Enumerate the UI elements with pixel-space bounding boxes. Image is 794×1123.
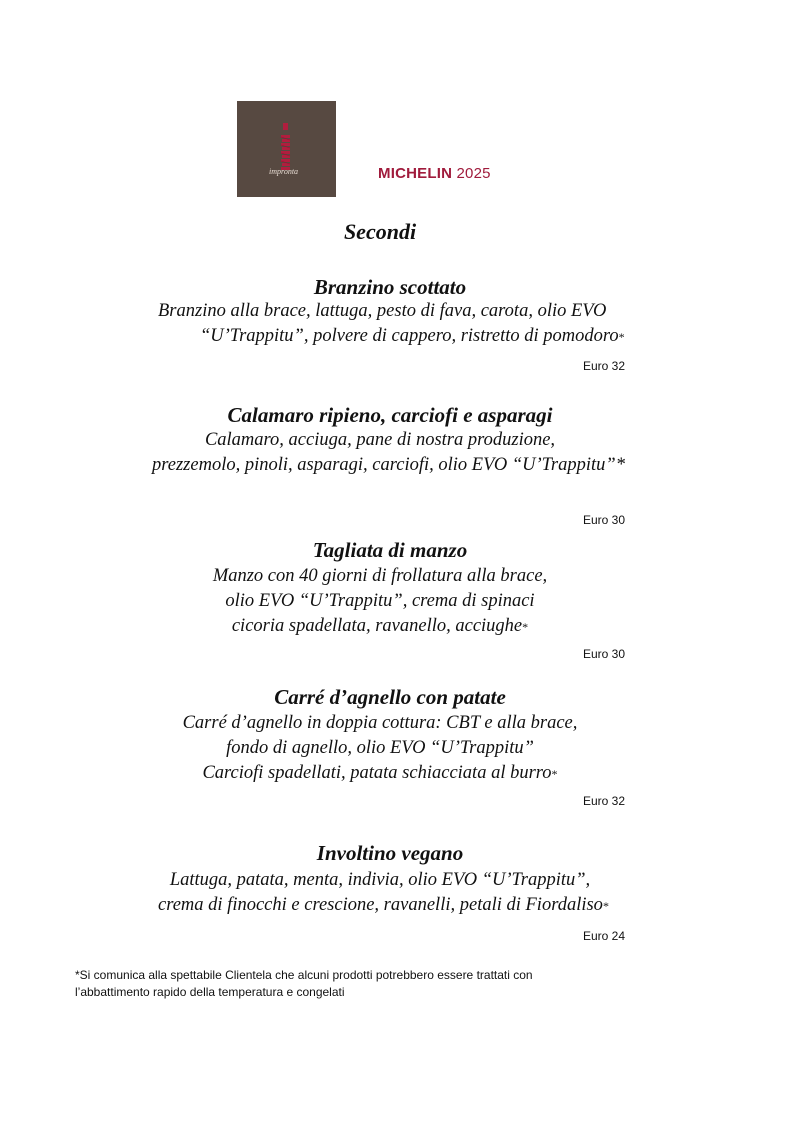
michelin-year: 2025 [456,165,491,182]
dish-price: Euro 30 [582,647,625,661]
dish-price: Euro 32 [582,359,625,373]
dish-name-involtino: Involtino vegano [316,841,464,865]
dish-desc-line: fondo di agnello, olio EVO “U’Trappitu” [226,738,534,758]
dish-name-calamaro: Calamaro ripieno, carciofi e asparagi [227,403,553,427]
dish-desc-line: crema di finocchi e crescione, ravanelli, petali di Fiordaliso* [158,895,609,915]
dish-desc-line: cicoria spadellata, ravanello, acciughe* [231,616,529,636]
footnote-line: l’abbattimento rapido della temperatura e congelati [75,985,345,999]
dish-desc-line: Manzo con 40 giorni di frollatura alla brace, [212,566,548,586]
dish-price: Euro 32 [582,794,625,808]
dish-desc-line: Calamaro, acciuga, pane di nostra produzione, [204,430,556,450]
dish-desc-line: prezzemolo, pinoli, asparagi, carciofi, olio EVO “U’Trappitu”* [152,455,625,475]
dish-desc-line: Lattuga, patata, menta, indivia, olio EVO “U’Trappitu”, [169,870,591,890]
dish-name-branzino: Branzino scottato [313,275,467,299]
dish-desc-line: “U’Trappitu”, polvere di cappero, ristretto di pomodoro* [200,326,625,346]
logo-wordmark: impronta [269,167,299,176]
section-title: Secondi [343,219,417,244]
michelin-word: MICHELIN [378,165,453,182]
dish-name-carre: Carré d’agnello con patate [274,685,506,709]
dish-desc-line: Branzino alla brace, lattuga, pesto di fava, carota, olio EVO [158,301,607,321]
logo-glyph-icon [237,101,336,197]
dish-name-tagliata: Tagliata di manzo [312,538,468,562]
restaurant-logo [237,101,336,197]
dish-price: Euro 30 [582,513,625,527]
dish-desc-line: Carciofi spadellati, patata schiacciata al burro* [202,763,558,783]
footnote-line: *Si comunica alla spettabile Clientela che alcuni prodotti potrebbero essere trattati con [75,968,533,982]
dish-desc-line: Carré d’agnello in doppia cottura: CBT e alla brace, [182,713,578,733]
michelin-badge [378,165,491,182]
dish-desc-line: olio EVO “U’Trappitu”, crema di spinaci [225,591,535,611]
dish-price: Euro 24 [582,929,625,943]
allergen-footnote [75,967,595,1001]
